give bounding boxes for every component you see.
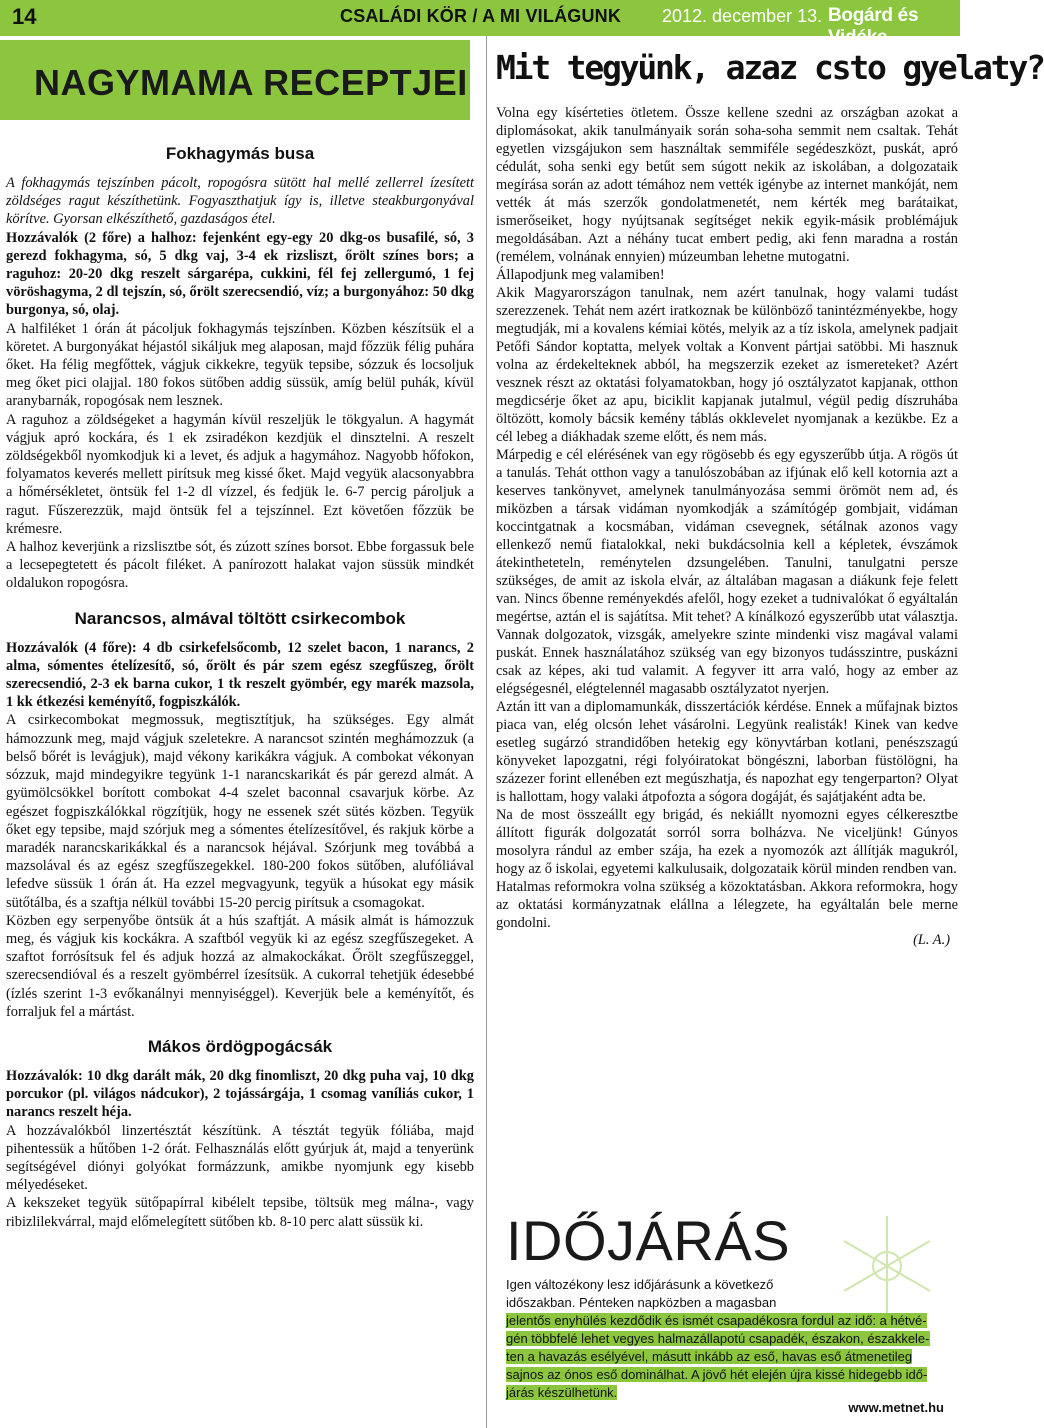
- article-paragraph: Hatalmas reformokra volna szükség a közoktatásban. Akkora reformokra, hogy az oktatási kormányzatnak elállna a lélegzete, ha egyáltalán bele merne gondolni.: [496, 879, 958, 931]
- article-body: [496, 104, 958, 949]
- weather-line: időszakban. Pénteken napközben a magasban: [506, 1295, 777, 1310]
- section-title: CSALÁDI KÖR / A MI VILÁGUNK: [340, 6, 622, 26]
- weather-line: Igen változékony lesz időjárásunk a következő: [506, 1277, 774, 1292]
- recipe-paragraph: A halhoz keverjünk a rizslisztbe sót, és zúzott színes borsot. Ebbe forgassuk bele a lecsepegtetett és pácolt filéket. A panírozott halakat vajon süssük mindkét oldalukon ropogósra.: [6, 539, 474, 592]
- recipe-title-makos-ordogpogacsak: Mákos ördögpogácsák: [147, 1036, 333, 1056]
- recipes-banner: [0, 40, 470, 120]
- article-paragraph: Na de most összeállt egy brigád, és nekiállt nyomozni egyes célkeresztbe állított figurák dolgozatát sorról sorra bolházva. Ne viceljünk! Gúnyos mosolyra rándul az ember szája, ha ezek a nyomozók azt állítják magukról, hogy az ő iskolai, egyetemi kalkulusaik, dolgozataik körül minden rendben van.: [496, 807, 958, 877]
- weather-line: ten a havazás esélyével, másutt inkább az eső, havas eső átmenetileg: [506, 1349, 913, 1364]
- recipes-column: [0, 36, 484, 1428]
- article-title: Mit tegyünk, azaz csto gyelaty?: [496, 48, 1044, 87]
- recipe-paragraph: Közben egy serpenyőbe öntsük át a hús szaftját. A másik almát is hámozzuk meg, és vágjuk kis kockákra. A szaftból vegyük ki az egész szegfűszegeket. A szaftot forrósítsuk fel és adjuk hozzá az almakockákat. Őrölt szegfűszeggel, szerecsendióval és a reszelt gyömbérrel ízesítsük. A cukorral tehetjük édesebbé (ízlés szerint 1-3 evőkanálnyi mennyiséggel). Keverjük bele a keményítőt, és forraljuk fel a mártást.: [6, 912, 474, 1020]
- weather-line: jelentős enyhülés kezdődik és ismét csapadékosra fordul az idő: a hétvé-: [506, 1313, 927, 1328]
- column-divider: [486, 36, 487, 1428]
- weather-line: járás készülhetünk.: [506, 1385, 618, 1400]
- recipe-title-csirkecombok: Narancsos, almával töltött csirkecombok: [74, 608, 406, 628]
- recipe-paragraph: A csirkecombokat megmossuk, megtisztítjuk, ha szükséges. Egy almát hámozzunk meg, majd vágjuk szeletekre. A narancsot szintén meghámozzuk (a belső bőrét is levágjuk), majd vékony karikákra vágjuk. A combokat vékonyan sózzuk, majd mindegyikre tegyünk 1-1 narancskarikát és pár gerezd almát. A gyümölcsökkel borított combokat 4-4 szelet baconnal csavarjuk körbe. Az egészet fogpiszkálókkal rögzítjük, hogy ne essenek szét sütés közben. Tegyük őket egy tepsibe, majd szórjuk meg a sómentes ételízesítővel, és rakjuk körbe a maradék narancskarikákkal és a narancsok héjával. Szórjunk meg továbbá a mazsolával és az egész szegfűszegekkel. 180-200 fokos sütőben, alufóliával lefedve süssük 1 órán át. Ha ezzel megvagyunk, tegyük a húsokat egy másik sütőtálba, és a szaftja nélkül további 15-20 percig pirítsuk a csomagokat.: [6, 712, 474, 911]
- recipe-ingredients: Hozzávalók: 10 dkg darált mák, 20 dkg finomliszt, 20 dkg puha vaj, 10 dkg porcukor (pl. világos nádcukor), 2 tojássárgája, 1 csomag vaníliás cukor, 1 narancs reszelt héja.: [6, 1067, 474, 1121]
- newspaper-name: Bogárd és Vidéke: [828, 5, 919, 48]
- article-paragraph: Volna egy kísérteties ötletem. Össze kellene szedni az országban azokat a diplomásokat, akik tanulmányaik során soha-soha semmit nem csaltak. Tehát egyetlen vizsgájukon sem használtak semmiféle segédeszközt, puskát, apró cédulát, soha senki egy betűt sem súgott nekik az iskolában, a dolgozataik megírása során az adott témához nem vették igénybe az internet mankóját, nem vették át más szerzők gondolatmenetét, nem kérték meg barátaikat, ismerőseiket, hogy nyújtsanak segítséget nekik egyik-másik problémájuk megoldásában. Azt a néhány tucat embert pedig, aki fenn maradna a rostán (remélem, volnának ennyien) múzeumban lehetne mutogatni.: [496, 105, 958, 265]
- page-number: 14: [12, 4, 37, 29]
- recipe-ingredients: Hozzávalók (4 főre): 4 db csirkefelsőcomb, 12 szelet bacon, 1 narancs, 2 alma, sómentes ételízesítő, só, őrölt és pár szem egész szegfűszeg, őrölt szerecsendió, 2-3 ek barna cukor, 1 tk reszelt gyömbér, egy marék mazsola, 1 kk étkezési keményítő, fogpiszkálók.: [6, 639, 474, 711]
- article-paragraph: Márpedig e cél elérésének van egy rögösebb és egy egyszerűbb útja. A rögös út a tanulás. Tehát otthon vagy a tanulószobában az ifjúnak elő kell kotornia azt a keserves tankönyvet, amelynek tanulmányozása semmi örömöt nem ad, és miközben a társak vidáman nyomkodják a számítógép gombjait, vidáman koccintgatnak a kocsmában, vidáman csevegnek, sétálnak azonos vagy ellenkező nemű fiatalokkal, neki bukdácsolnia kell a képletek, évszámok átekintheteteln, reménytelen dzsungelében. Tanulni, tanulgatni persze szükséges, de amit az iskola elvár, az általában magasan a diákunk feje felett van. Nincs őbenne reményekdés afelől, hogy ezeket a tudnivalókat ő egyáltalán megértse, aztán el is sajátítsa. Mit tehet? A kínálkozó egyszerűbb utat választja. Vannak dolgozatok, vizsgák, amelyekre szinte mindenki visz magával valami puskát. Ennek használatához szükség van egy bizonyos tudásszintre, puskázni csak az képes, aki tud valamit. A fegyver itt arra való, hogy az ember az elégségesnél, elégtelennél magasabb osztályzatot nyerjen.: [496, 447, 958, 697]
- weather-line: gén többfelé lehet vegyes halmazállapotú csapadék, északon, északkele-: [506, 1331, 930, 1346]
- article-paragraph: Állapodjunk meg valamiben!: [496, 267, 665, 283]
- issue-date: 2012. december 13.: [662, 6, 823, 26]
- recipe-title-fokhagymas-busa: Fokhagymás busa: [165, 144, 315, 163]
- recipe-intro: A fokhagymás tejszínben pácolt, ropogósra sütött hal mellé zellerrel ízesített zöldséges ragut készíthetünk. Fogyaszthatjuk így is, illetve steakburgonyával körítve. Gyorsan elkészíthető, gazdaságos étel.: [6, 175, 474, 228]
- article-paragraph: Akik Magyarországon tanulnak, nem azért tanulnak, hogy valami tudást szerezzenek. Tehát nem azért iratkoznak be különböző tanintézményekbe, hogy megtudják, mi a kovalens kémiai kötés, melyik az a tíz iskola, amelynek padjait Petőfi Sándor koptatta, melyek voltak a Konvent pártjai satöbbi. Mi hasznuk volna az érdekelteknek abból, ha megszerzik ezeket az ismereteket? Azért vesznek részt az oktatási folyamatokban, hogy jó osztályzatot kapjanak, otthon megdicsérje őket az apu, biciklit kapjanak jutalmul, végül pedig díszruhába öltözött, komoly bácsik kemény táblás okklevelet nyomjanak a kezükbe. Ez a cél lebeg a diákhadak szeme előtt, és nem más.: [496, 285, 958, 445]
- recipe-paragraph: A halfiléket 1 órán át pácoljuk fokhagymás tejszínben. Közben készítsük el a köretet. A burgonyákat héjastól sikáljuk meg alaposan, majd főzzük félig puhára őket. Ha félig megfőttek, vágjuk cikkekre, tegyük tepsibe, sózzuk és locsoljuk meg őket pici olajjal. 180 fokos sütőben addig süssük, amíg belül puhák, kívül aranybarnák, ropogósak nem lesznek.: [6, 320, 474, 410]
- weather-line: sajnos az ónos eső dominálhat. A jövő hét elején újra kissé hidegebb idő-: [506, 1367, 928, 1382]
- header-bar: [0, 0, 960, 48]
- article-signature: (L. A.): [913, 932, 950, 948]
- weather-source-link[interactable]: www.metnet.hu: [848, 1400, 944, 1415]
- weather-forecast: [506, 1276, 951, 1402]
- recipe-paragraph: A kekszeket tegyük sütőpapírral kibélelt tepsibe, töltsük meg málna-, vagy ribizlilekvárral, majd előmelegített sütőben kb. 8-10 perc alatt süssük ki.: [6, 1195, 474, 1230]
- recipes-banner-title: NAGYMAMA RECEPTJEI: [34, 62, 468, 103]
- recipe-paragraph: A hozzávalókból linzertésztát készítünk. A tésztát tegyük fóliába, majd pihentessük a hűtőben 1-2 órát. Felhasználás előtt gyúrjuk át, majd a tenyerünk segítségével diónyi golyókat formázzunk, amikbe nyomjunk egy kisebb mélyedéseket.: [6, 1122, 474, 1194]
- recipe-ingredients: Hozzávalók (2 főre) a halhoz: fejenként egy-egy 20 dkg-os busafilé, só, 3 gerezd fokhagyma, só, 5 dkg vaj, 3-4 ek rizsliszt, őrölt színes bors; a raguhoz: 20-20 dkg reszelt sárgarépa, cukkini, fél fej zellergumó, 1 fej vöröshagyma, 2 dl tejszín, só, őrölt szerecsendió, víz; a burgonyához: 50 dkg burgonya, só, olaj.: [6, 229, 474, 319]
- recipes-body: [6, 144, 474, 1231]
- recipe-paragraph: A raguhoz a zöldségeket a hagymán kívül reszeljük le tökgyalun. A hagymát vágjuk apró kockára, és 1 ek zsiradékon kezdjük el dinsztelni. A reszelt zöldségekből nyomkodjuk ki a levet, és adjuk a hagymához. Nagyobb hőfokon, folyamatos keverés mellett pirítsuk meg kissé őket. Majd vegyük alacsonyabbra a hőmérsékletet, öntsük fel 1-2 dl vízzel, és fedjük le. 6-7 percig pároljuk a ragut. Fűszerezzük, majd öntsük fel a tejszínnel. Ezt követően főzzük be krémesre.: [6, 411, 474, 537]
- weather-title: IDŐJÁRÁS: [506, 1209, 791, 1272]
- weather-box: [496, 1200, 960, 1428]
- article-paragraph: Aztán itt van a diplomamunkák, disszertációk kérdése. Ennek a műfajnak biztos piaca van, elég olcsón lehet vásárolni. Legyünk realisták! Kinek van kedve esetleg sugárzó strandidőben hetekig egy könyvtárban kotlani, penészszagú könyveket lapozgatni, régi folyóiratokat böngészni, laborban füstölögni, ha százezer forint ellenében ezt megúszhatja, és napozhat egy tengerparton? Olyat is hallottam, hogy valaki átpofozta a sógora dogáját, és sajátjaként adta be.: [496, 699, 958, 805]
